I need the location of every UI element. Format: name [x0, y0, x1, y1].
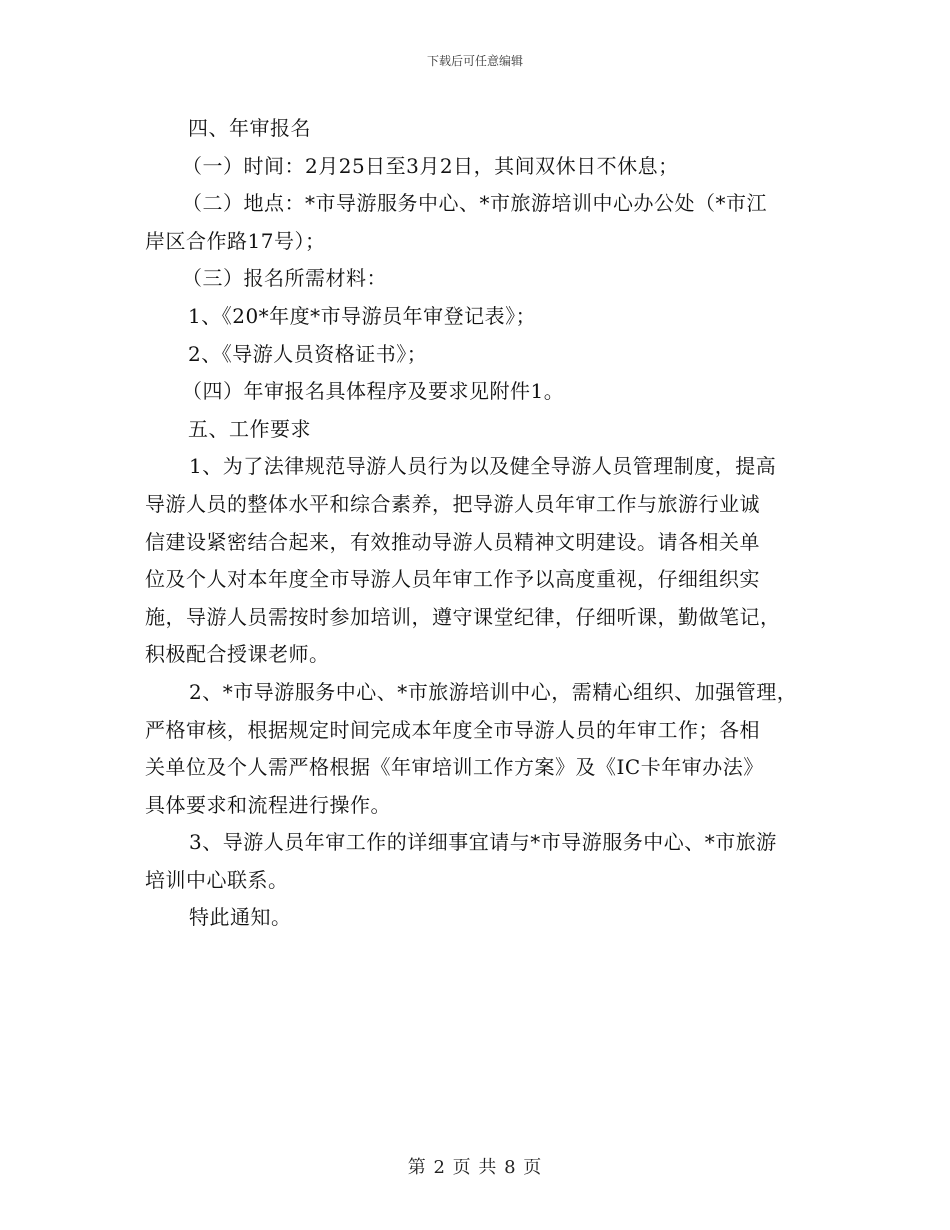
requirement-1-line-6: 积极配合授课老师。	[145, 642, 330, 667]
closing-notice: 特此通知。	[189, 905, 292, 930]
requirement-2-line-3: 关单位及个人需严格根据《年审培训工作方案》及《IC卡年审办法》	[145, 755, 764, 780]
requirement-3-line-1: 3、导游人员年审工作的详细事宜请与*市导游服务中心、*市旅游	[189, 830, 777, 855]
material-item-2: 2、《导游人员资格证书》；	[188, 341, 428, 366]
requirement-1-line-1: 1、为了法律规范导游人员行为以及健全导游人员管理制度，提高	[189, 454, 777, 479]
requirement-1-line-3: 信建设紧密结合起来，有效推动导游人员精神文明建设。请各相关单	[145, 529, 760, 554]
registration-materials-heading: （三）报名所需材料：	[182, 266, 387, 291]
requirement-2-line-4: 具体要求和流程进行操作。	[145, 792, 391, 817]
requirement-1-line-4: 位及个人对本年度全市导游人员年审工作予以高度重视，仔细组织实	[145, 567, 760, 592]
registration-location: （二）地点：*市导游服务中心、*市旅游培训中心办公处（*市江	[182, 191, 767, 216]
requirement-1-line-2: 导游人员的整体水平和综合素养，把导游人员年审工作与旅游行业诚	[145, 491, 760, 516]
material-item-1: 1、《20*年度*市导游员年审登记表》；	[188, 303, 537, 328]
requirement-1-line-5: 施，导游人员需按时参加培训，遵守课堂纪律，仔细听课，勤做笔记，	[145, 604, 781, 629]
page-number: 第 2 页 共 8 页	[407, 1157, 543, 1178]
requirement-2-line-2: 严格审核，根据规定时间完成本年度全市导游人员的年审工作；各相	[145, 717, 760, 742]
requirement-3-line-2: 培训中心联系。	[145, 867, 289, 892]
registration-location-cont: 岸区合作路17号）；	[145, 228, 326, 253]
registration-time: （一）时间：2月25日至3月2日，其间双休日不休息；	[182, 153, 679, 178]
registration-procedure: （四）年审报名具体程序及要求见附件1。	[182, 379, 565, 404]
section-heading-registration: 四、年审报名	[188, 116, 311, 140]
header-note: 下载后可任意编辑	[426, 54, 523, 68]
document-body	[145, 110, 835, 937]
section-heading-requirements: 五、工作要求	[188, 416, 311, 441]
requirement-2-line-1: 2、*市导游服务中心、*市旅游培训中心，需精心组织、加强管理，	[189, 679, 798, 704]
